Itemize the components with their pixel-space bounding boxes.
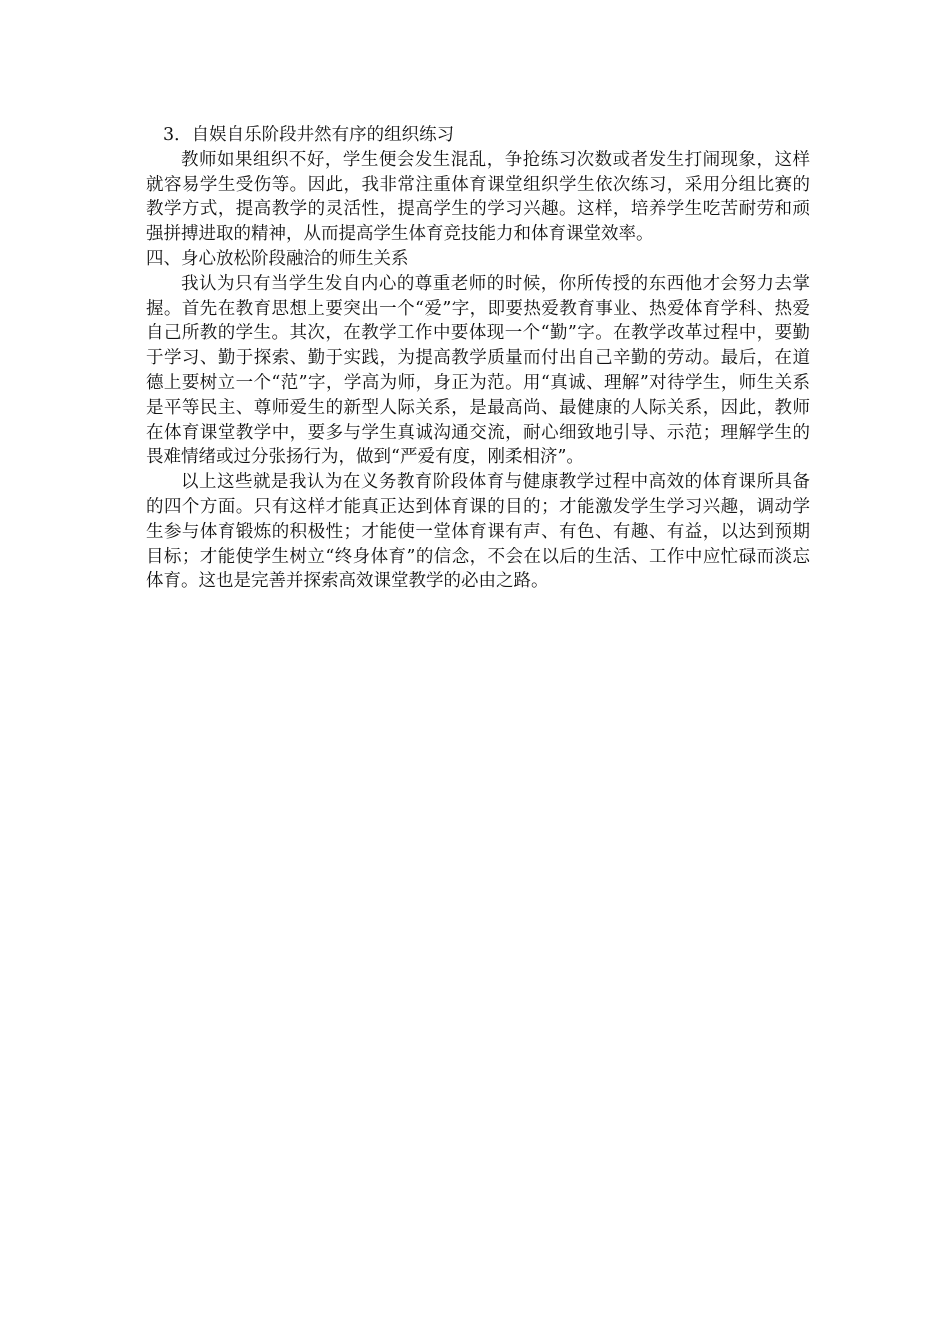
document-body bbox=[146, 123, 810, 594]
body-paragraph: 教师如果组织不好，学生便会发生混乱，争抢练习次数或者发生打闹现象，这样就容易学生受伤等。因此，我非常注重体育课堂组织学生依次练习，采用分组比赛的教学方式，提高教学的灵活性，提高学生的学习兴趣。这样，培养学生吃苦耐劳和顽强拼搏进取的精神，从而提高学生体育竞技能力和体育课堂效率。 bbox=[146, 149, 810, 245]
section-heading: 四、身心放松阶段融洽的师生关系 bbox=[146, 248, 409, 269]
section-subheading: 3．自娱自乐阶段井然有序的组织练习 bbox=[163, 125, 455, 145]
conclusion-paragraph: 以上这些就是我认为在义务教育阶段体育与健康教学过程中高效的体育课所具备的四个方面。只有这样才能真正达到体育课的目的；才能激发学生学习兴趣，调动学生参与体育锻炼的积极性；才能使一堂体育课有声、有色、有趣、有益，以达到预期目标；才能使学生树立“终身体育”的信念，不会在以后的生活、工作中应忙碌而淡忘体育。这也是完善并探索高效课堂教学的必由之路。 bbox=[146, 472, 810, 592]
body-paragraph: 我认为只有当学生发自内心的尊重老师的时候，你所传授的东西他才会努力去掌握。首先在教育思想上要突出一个“爱”字，即要热爱教育事业、热爱体育学科、热爱自己所教的学生。其次，在教学工作中要体现一个“勤”字。在教学改革过程中，要勤于学习、勤于探索、勤于实践，为提高教学质量而付出自己辛勤的劳动。最后，在道德上要树立一个“范”字，学高为师，身正为范。用“真诚、理解”对待学生，师生关系是平等民主、尊师爱生的新型人际关系，是最高尚、最健康的人际关系，因此，教师在体育课堂教学中，要多与学生真诚沟通交流，耐心细致地引导、示范；理解学生的畏难情绪或过分张扬行为，做到“严爱有度，刚柔相济”。 bbox=[146, 273, 810, 468]
